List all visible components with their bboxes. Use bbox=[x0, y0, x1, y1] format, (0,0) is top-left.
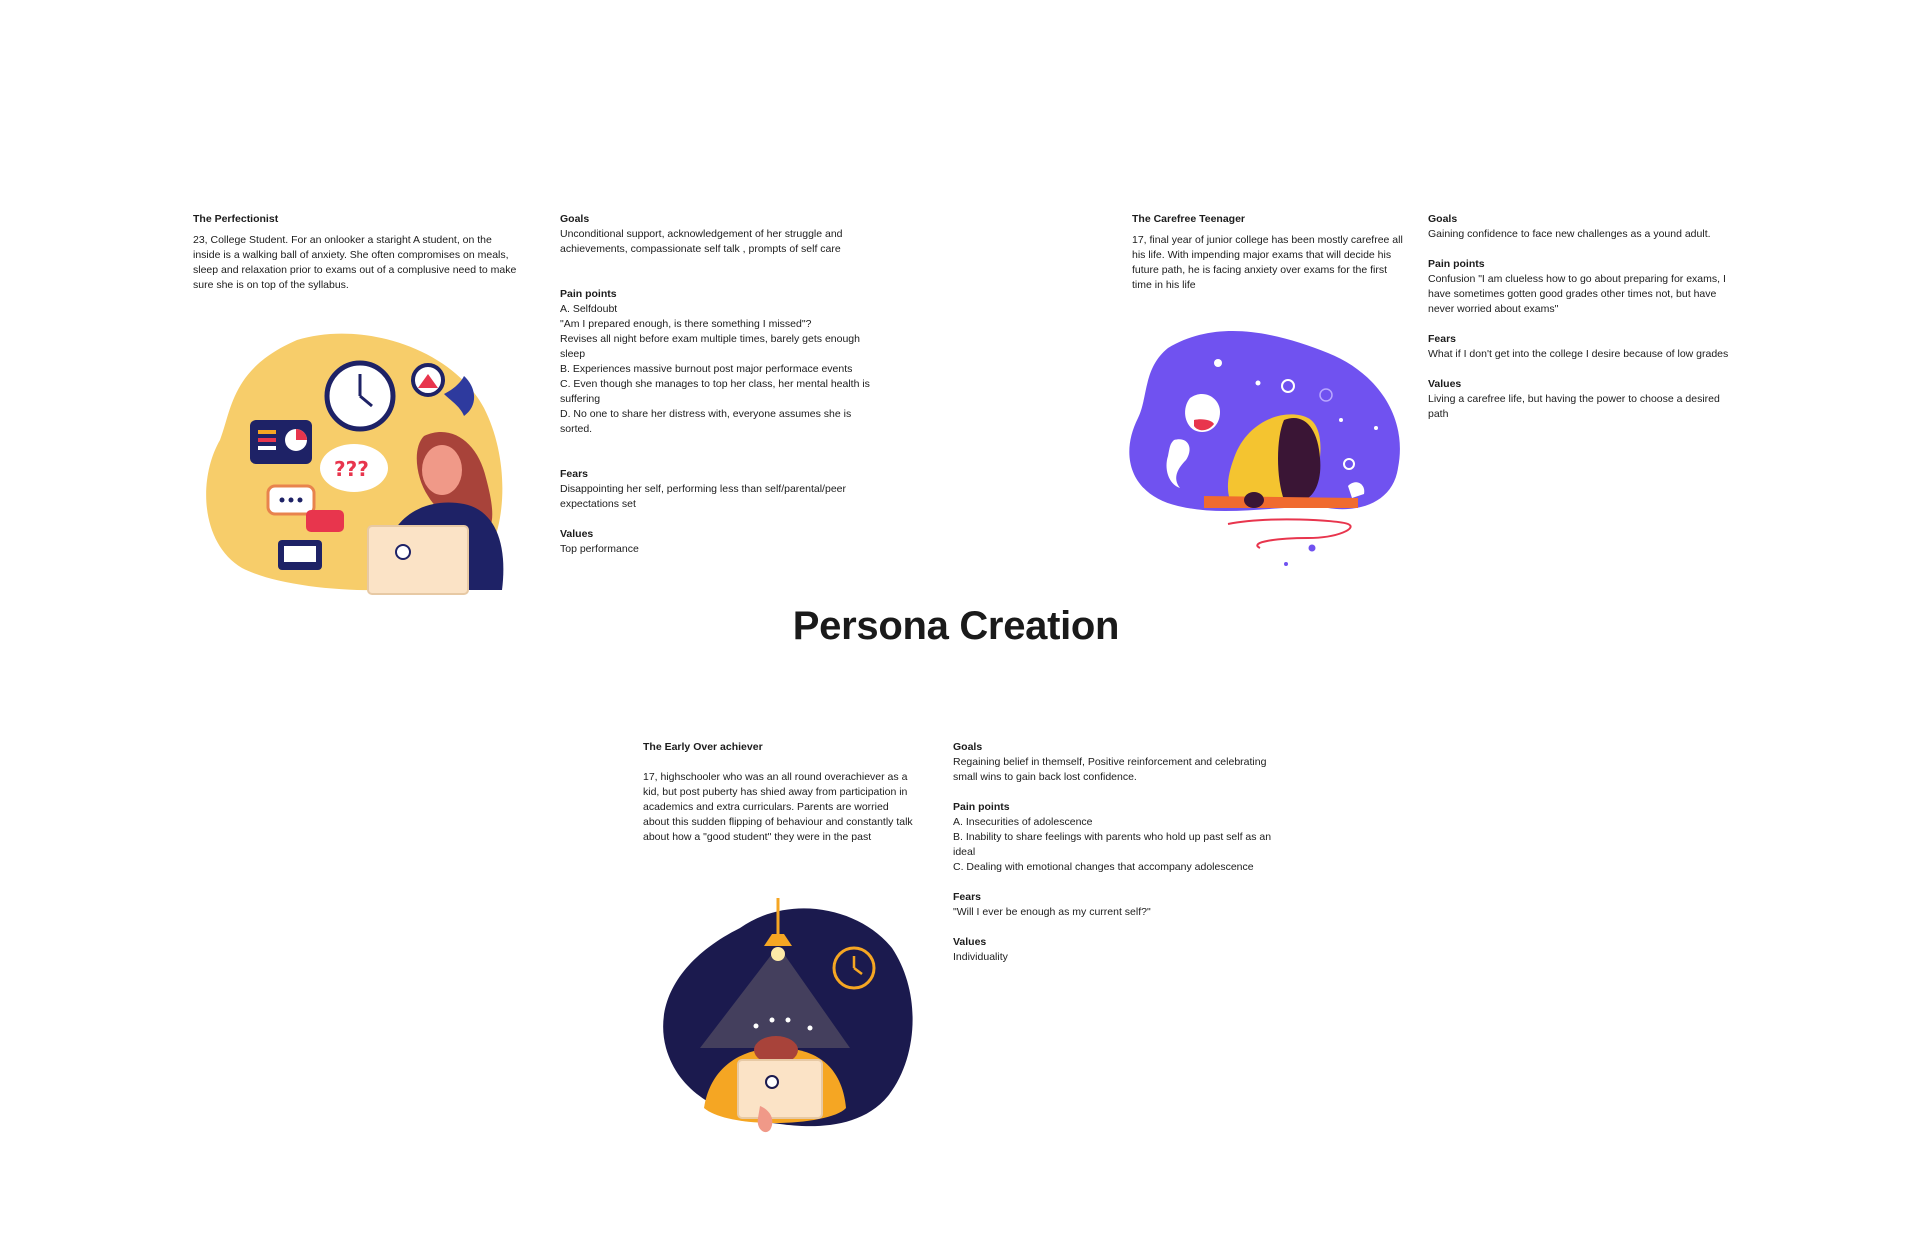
stressed-student-laptop-illustration-icon bbox=[202, 328, 522, 596]
pain-point-item: C. Dealing with emotional changes that accompany adolescence bbox=[953, 861, 1254, 873]
persona-details bbox=[560, 212, 870, 557]
pain-points-list bbox=[560, 302, 870, 437]
values-label: Values bbox=[1428, 378, 1462, 390]
fears-text: "Will I ever be enough as my current self?" bbox=[953, 906, 1151, 918]
pain-points-list bbox=[1428, 272, 1743, 317]
values-text: Living a carefree life, but having the power to choose a desired path bbox=[1428, 393, 1720, 420]
values-label: Values bbox=[560, 528, 594, 540]
persona-name: The Perfectionist bbox=[193, 213, 279, 225]
fears-text: What if I don't get into the college I desire because of low grades bbox=[1428, 348, 1729, 360]
night-lamp-student-laptop-illustration-icon bbox=[660, 898, 920, 1138]
pain-point-item: D. No one to share her distress with, everyone assumes she is sorted. bbox=[560, 408, 852, 435]
values-label: Values bbox=[953, 936, 987, 948]
values-text: Individuality bbox=[953, 951, 1008, 963]
pain-point-item: C. Even though she manages to top her class, her mental health is suffering bbox=[560, 378, 870, 405]
pain-points-label: Pain points bbox=[1428, 258, 1485, 270]
pain-point-item: "Am I prepared enough, is there something I missed"? bbox=[560, 318, 812, 330]
goals-text: Unconditional support, acknowledgement of her struggle and achievements, compassionate self talk , prompts of self care bbox=[560, 228, 843, 255]
pain-points-list bbox=[953, 815, 1273, 875]
goals-label: Goals bbox=[953, 741, 983, 753]
goals-label: Goals bbox=[1428, 213, 1458, 225]
goals-text: Gaining confidence to face new challenges as a yound adult. bbox=[1428, 228, 1711, 240]
pain-point-item: Revises all night before exam multiple times, barely gets enough sleep bbox=[560, 333, 860, 360]
pain-points-label: Pain points bbox=[953, 801, 1010, 813]
persona-name: The Carefree Teenager bbox=[1132, 213, 1246, 225]
persona-details bbox=[953, 740, 1273, 965]
exhausted-teen-lying-illustration-icon bbox=[1108, 328, 1408, 568]
persona-details bbox=[1428, 212, 1743, 422]
svg-text:???: ??? bbox=[334, 457, 369, 481]
persona-name: The Early Over achiever bbox=[643, 741, 763, 753]
persona-description: 23, College Student. For an onlooker a staright A student, on the inside is a walking ball of anxiety. She often compromises on meals, sleep and relaxation prior to exams out of a complusive need to make sure she is on top of the syllabus. bbox=[193, 234, 517, 291]
pain-point-item: A. Selfdoubt bbox=[560, 303, 618, 315]
persona-description: 17, final year of junior college has been mostly carefree all his life. With impending major exams that will decide his future path, he is facing anxiety over exams for the first time in his life bbox=[1132, 234, 1403, 291]
goals-label: Goals bbox=[560, 213, 590, 225]
persona-description: 17, highschooler who was an all round overachiever as a kid, but post puberty has shied away from participation in academics and extra curriculars. Parents are worried about this sudden flipping of behaviour and constantly talk about how a "good student" they were in the past bbox=[643, 771, 913, 843]
page-title: Persona Creation bbox=[792, 604, 1120, 648]
fears-text: Disappointing her self, performing less than self/parental/peer expectations set bbox=[560, 483, 846, 510]
pain-point-item: B. Inability to share feelings with parents who hold up past self as an ideal bbox=[953, 831, 1272, 858]
goals-text: Regaining belief in themself, Positive reinforcement and celebrating small wins to gain back lost confidence. bbox=[953, 756, 1267, 783]
values-text: Top performance bbox=[560, 543, 639, 555]
pain-point-item: Confusion "I am clueless how to go about preparing for exams, I have sometimes gotten good grades other times not, but have never worried about exams" bbox=[1428, 273, 1726, 315]
fears-label: Fears bbox=[1428, 333, 1457, 345]
fears-label: Fears bbox=[953, 891, 982, 903]
fears-label: Fears bbox=[560, 468, 589, 480]
pain-points-label: Pain points bbox=[560, 288, 617, 300]
pain-point-item: B. Experiences massive burnout post major performace events bbox=[560, 363, 853, 375]
pain-point-item: A. Insecurities of adolescence bbox=[953, 816, 1093, 828]
